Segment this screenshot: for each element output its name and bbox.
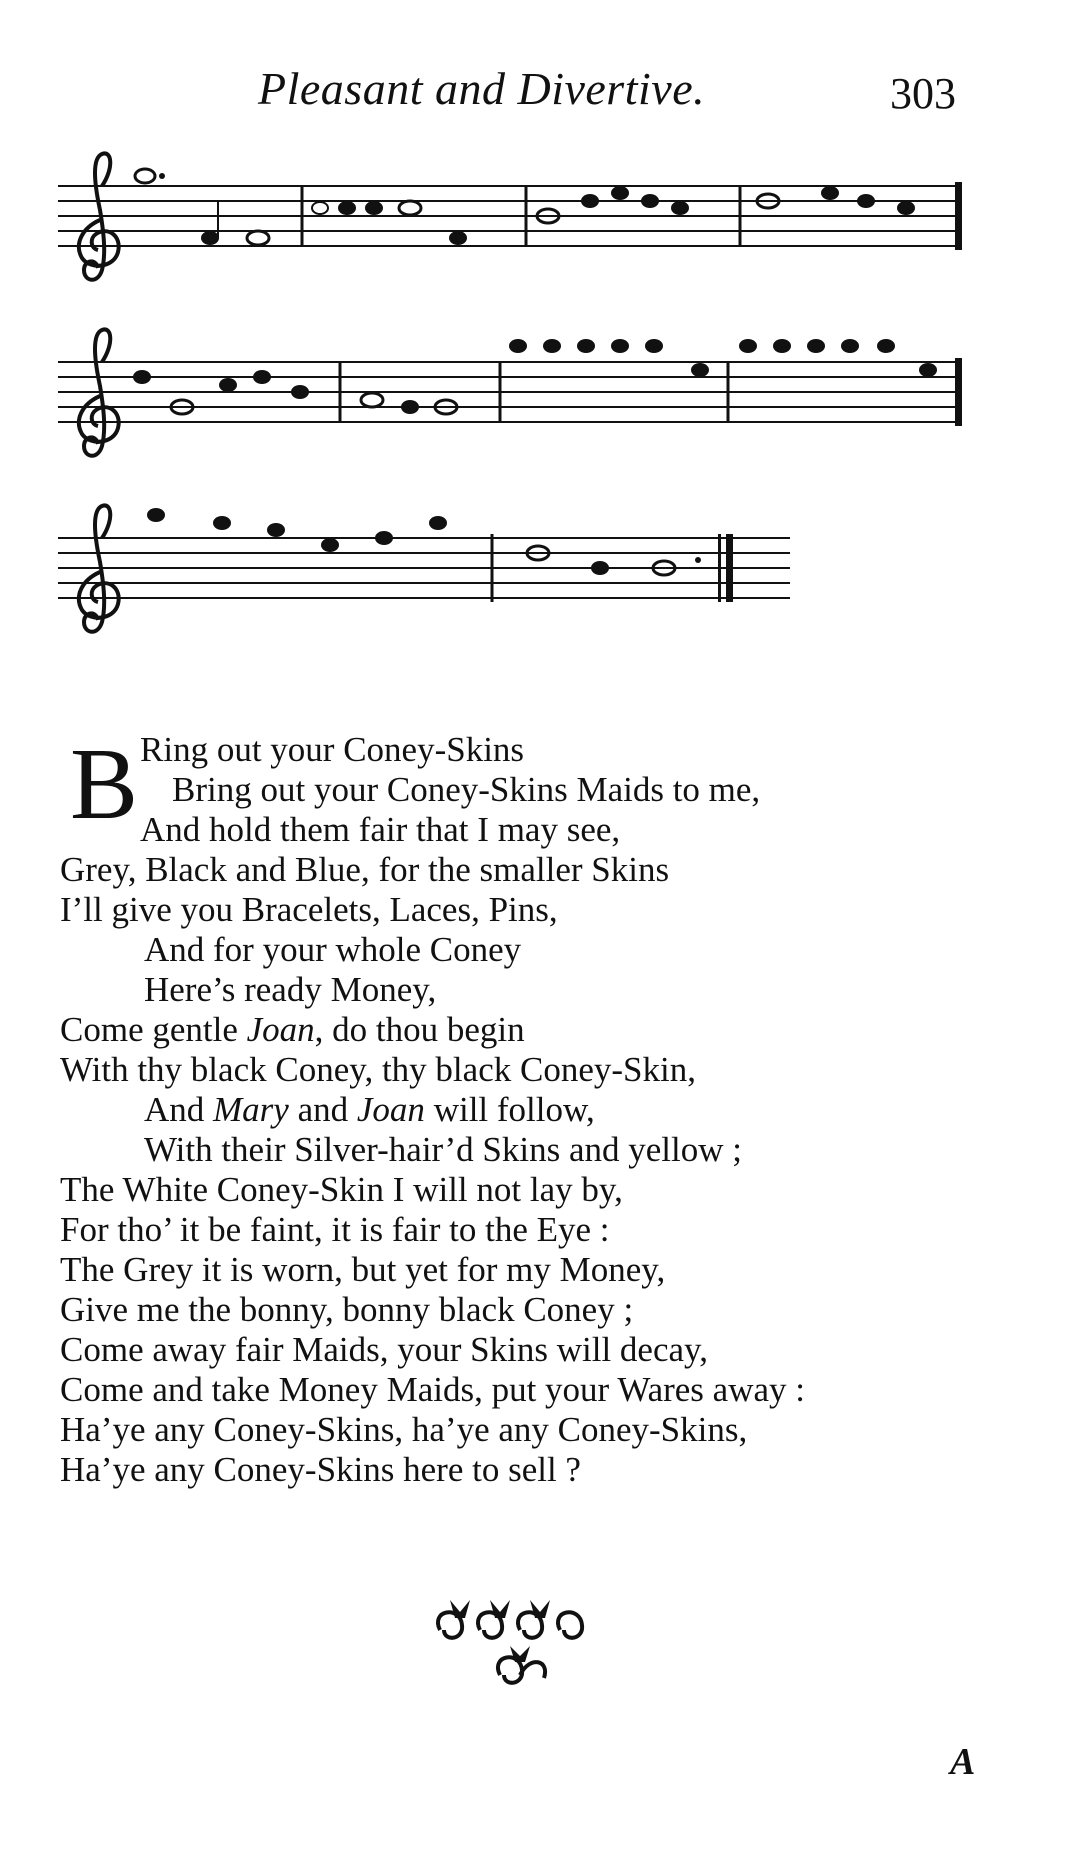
musical-score [0, 0, 1066, 700]
signature-mark: A [950, 1741, 976, 1783]
drop-cap: B [70, 728, 139, 841]
score-svg [0, 0, 1066, 700]
verse-name: Joan [246, 1010, 315, 1049]
staff-3 [58, 505, 790, 631]
staff-2 [58, 329, 962, 455]
verse-line: Come away fair Maids, your Skins will decay, [60, 1330, 709, 1369]
verse-line: Ha’ye any Coney-Skins, ha’ye any Coney-Skins, [60, 1410, 748, 1449]
staff-1 [58, 153, 962, 279]
verse-line: Here’s ready Money, [144, 970, 437, 1009]
song-text [60, 730, 1020, 1490]
verse-line: The White Coney-Skin I will not lay by, [60, 1170, 623, 1209]
running-title: Pleasant and Divertive. [258, 63, 706, 114]
verse-line: For tho’ it be faint, it is fair to the Eye : [60, 1210, 610, 1249]
verse-line: Give me the bonny, bonny black Coney ; [60, 1290, 634, 1329]
verse-line: And for your whole Coney [144, 930, 522, 969]
page-number: 303 [890, 69, 956, 118]
verse-text: will follow, [424, 1090, 595, 1129]
verse-line: Ha’ye any Coney-Skins here to sell ? [60, 1450, 581, 1489]
verse-line: With thy black Coney, thy black Coney-Skin, [60, 1050, 696, 1089]
verse-name: Mary [213, 1090, 289, 1129]
fleuron-ornament-icon [420, 1590, 620, 1700]
verse-line: Ring out your Coney-Skins [140, 730, 525, 769]
verse-line [60, 1090, 1020, 1130]
verse-line: I’ll give you Bracelets, Laces, Pins, [60, 890, 558, 929]
verse-line: And hold them fair that I may see, [140, 810, 621, 849]
verse-text: and [288, 1090, 357, 1129]
verse-text: , do thou begin [314, 1010, 525, 1049]
verse-line: Come and take Money Maids, put your Wares away : [60, 1370, 805, 1409]
verse-line: Bring out your Coney-Skins Maids to me, [172, 770, 761, 809]
verse-line: Grey, Black and Blue, for the smaller Skins [60, 850, 670, 889]
verse-line: With their Silver-hair’d Skins and yellow ; [144, 1130, 742, 1169]
verse-line [60, 1010, 1020, 1050]
verse-text: Come gentle [60, 1010, 247, 1049]
verse-text: And [144, 1090, 214, 1129]
verse-line: The Grey it is worn, but yet for my Money, [60, 1250, 666, 1289]
verse-name: Joan [356, 1090, 425, 1129]
